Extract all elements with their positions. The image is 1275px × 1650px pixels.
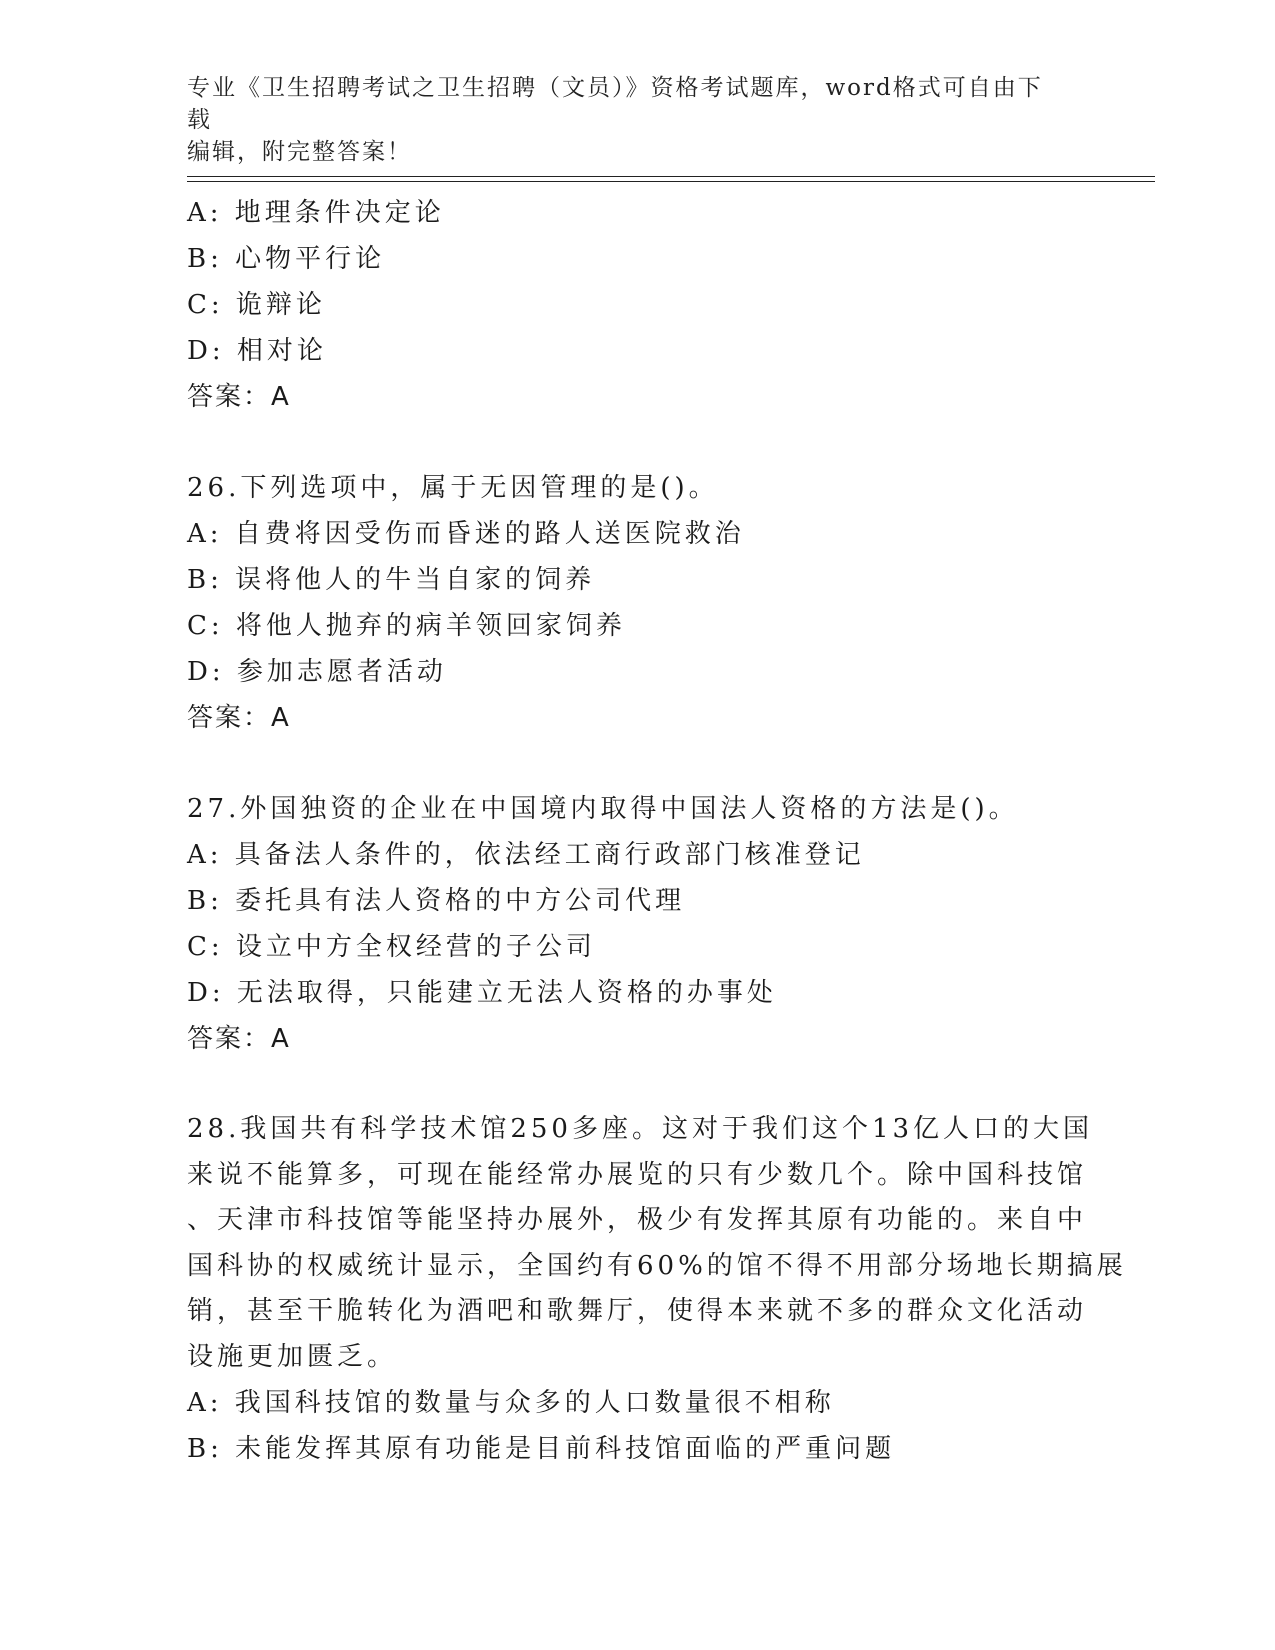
option-b: B: 心物平行论	[187, 244, 386, 274]
question-text-line: 设施更加匮乏。	[187, 1341, 398, 1372]
header-divider-top	[187, 176, 1155, 177]
question-26	[187, 465, 1087, 741]
header-divider-bottom	[187, 181, 1155, 182]
question-text-line: 来说不能算多，可现在能经常办展览的只有少数几个。除中国科技馆	[187, 1159, 1088, 1190]
option-b: B: 委托具有法人资格的中方公司代理	[187, 886, 686, 916]
question-text: 27.外国独资的企业在中国境内取得中国法人资格的方法是()。	[187, 794, 1019, 824]
option-a: A: 地理条件决定论	[187, 198, 445, 228]
question-25-options	[187, 190, 1087, 420]
spacer	[187, 1062, 1087, 1107]
question-text-line: 销，甚至干脆转化为酒吧和歌舞厅，使得本来就不多的群众文化活动	[187, 1296, 1088, 1326]
option-a: A: 自费将因受伤而昏迷的路人送医院救治	[187, 519, 745, 549]
option-c: C: 诡辩论	[187, 290, 326, 320]
header-line-1: 专业《卫生招聘考试之卫生招聘（文员）》资格考试题库，word格式可自由下载	[187, 75, 1043, 133]
answer-line: 答案：A	[187, 703, 291, 733]
question-text-line: 28.我国共有科学技术馆250多座。这对于我们这个13亿人口的大国	[187, 1114, 1094, 1144]
question-text-line: 国科协的权威统计显示，全国约有60%的馆不得不用部分场地长期搞展	[187, 1250, 1127, 1281]
question-28	[187, 1107, 1127, 1472]
option-d: D: 无法取得，只能建立无法人资格的办事处	[187, 978, 777, 1008]
option-b: B: 误将他人的牛当自家的饲养	[187, 565, 596, 595]
option-a: A: 具备法人条件的，依法经工商行政部门核准登记	[187, 840, 865, 870]
option-c: C: 将他人抛弃的病羊领回家饲养	[187, 611, 626, 641]
document-body	[187, 190, 1127, 1472]
header-line-2: 编辑，附完整答案！	[187, 139, 412, 165]
question-text: 26.下列选项中，属于无因管理的是()。	[187, 473, 719, 503]
question-text-line: 、天津市科技馆等能坚持办展外，极少有发挥其原有功能的。来自中	[187, 1205, 1088, 1235]
question-text	[187, 1107, 1127, 1380]
option-d: D: 参加志愿者活动	[187, 657, 447, 687]
option-d: D: 相对论	[187, 336, 327, 366]
spacer	[187, 420, 1087, 465]
option-c: C: 设立中方全权经营的子公司	[187, 932, 596, 962]
document-header	[187, 72, 1067, 168]
answer-line: 答案：A	[187, 1024, 291, 1054]
option-a: A: 我国科技馆的数量与众多的人口数量很不相称	[187, 1388, 835, 1418]
question-27	[187, 786, 1087, 1062]
answer-line: 答案：A	[187, 382, 291, 412]
spacer	[187, 741, 1087, 786]
option-b: B: 未能发挥其原有功能是目前科技馆面临的严重问题	[187, 1434, 896, 1464]
